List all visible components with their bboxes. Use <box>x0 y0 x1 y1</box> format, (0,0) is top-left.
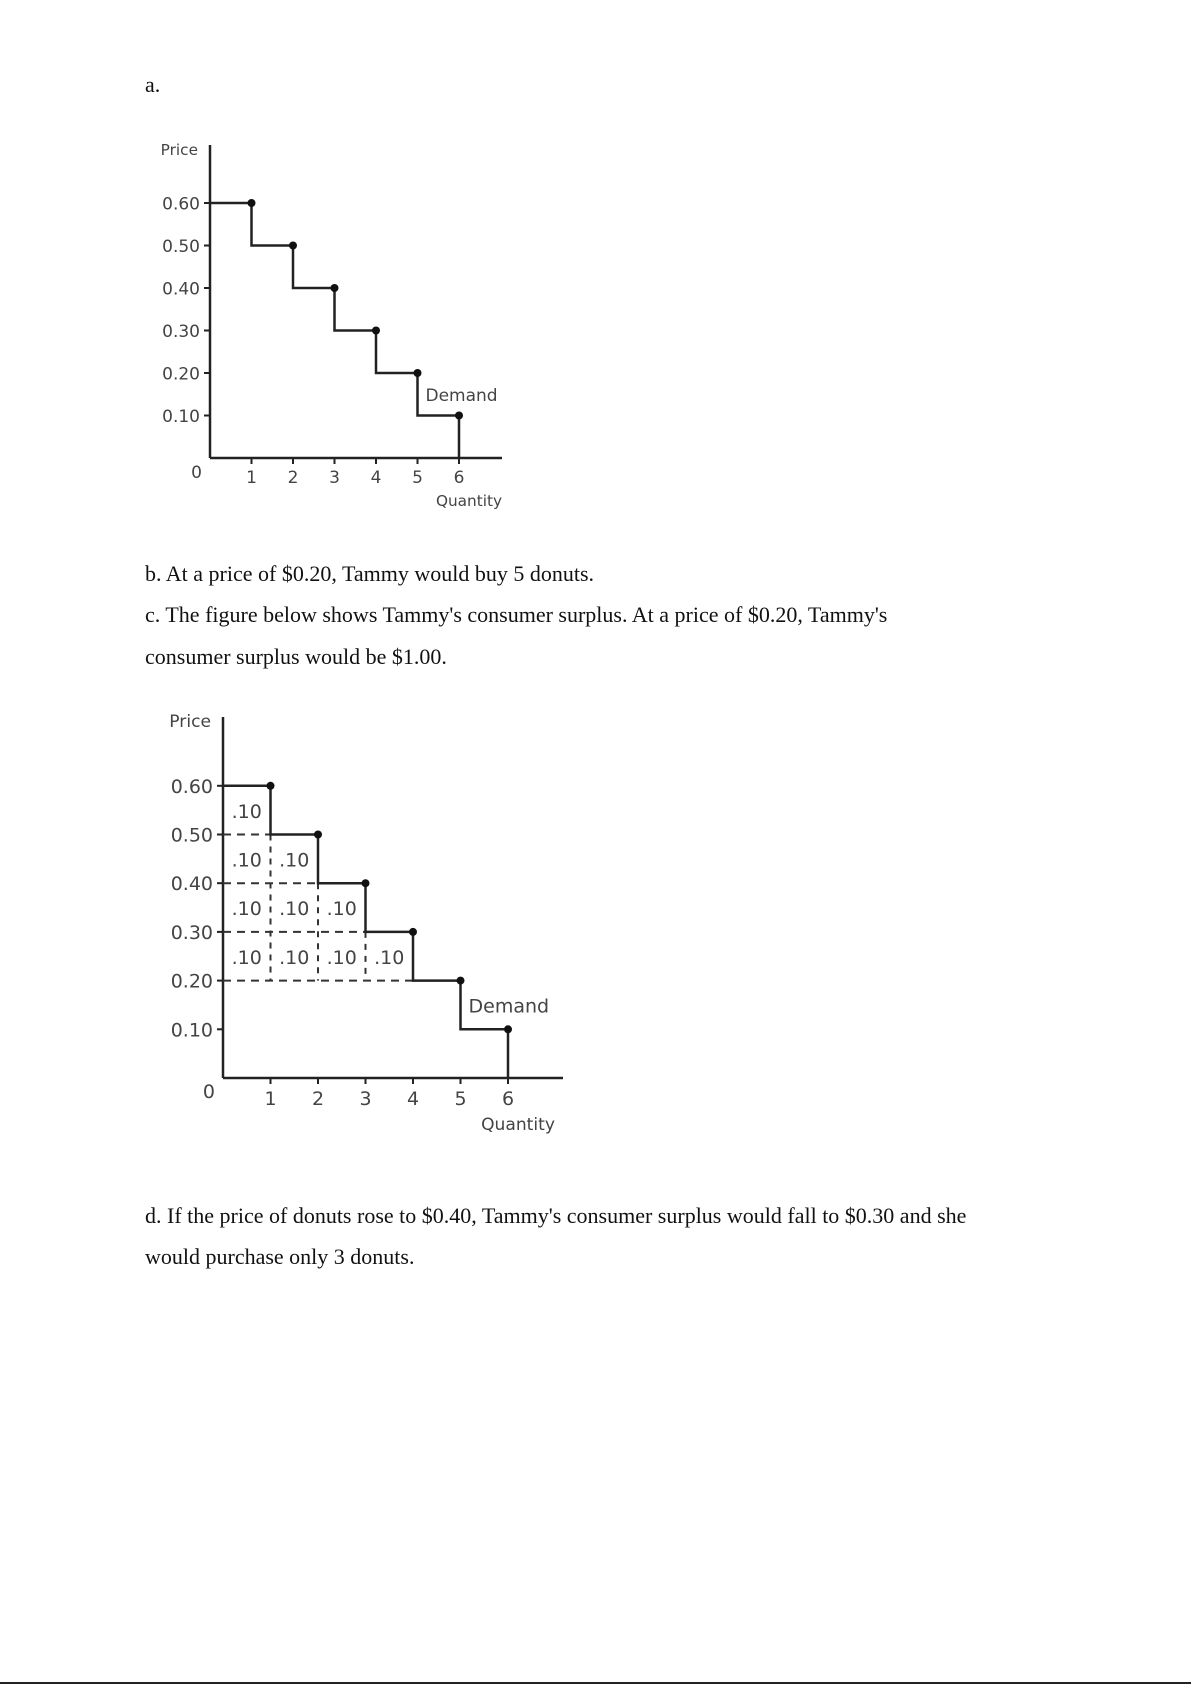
origin-label: 0 <box>202 1081 215 1103</box>
demand-point <box>314 831 322 839</box>
x-tick-label: 4 <box>406 1088 420 1110</box>
part-b-text: b. At a price of $0.20, Tammy would buy 5 donuts. <box>145 561 595 586</box>
surplus-cell-label: .10 <box>231 849 262 872</box>
y-tick-label: 0.10 <box>170 1019 213 1042</box>
y-tick-label: 0.10 <box>162 406 200 427</box>
part-d-line-2: would purchase only 3 donuts. <box>145 1244 415 1269</box>
origin-label: 0 <box>191 463 202 483</box>
x-axis-label: Quantity <box>435 492 503 510</box>
surplus-cell-label: .10 <box>231 898 262 921</box>
surplus-cell-label: .10 <box>374 946 405 969</box>
surplus-cell-label: .10 <box>326 898 357 921</box>
y-tick-label: 0.20 <box>170 970 213 993</box>
demand-point <box>362 879 370 887</box>
surplus-cell-label: .10 <box>279 946 310 969</box>
demand-point <box>267 782 275 790</box>
part-a-label: a. <box>145 72 161 97</box>
page-bottom-rule <box>0 1682 1191 1684</box>
part-c-line-2: consumer surplus would be $1.00. <box>145 644 447 669</box>
demand-point <box>457 977 465 985</box>
surplus-cell-label: .10 <box>279 898 310 921</box>
part-c-line-1: c. The figure below shows Tammy's consumer surplus. At a price of $0.20, Tammy's <box>145 602 888 627</box>
y-tick-label: 0.50 <box>162 236 200 257</box>
y-tick-label: 0.50 <box>170 824 213 847</box>
x-tick-label: 4 <box>370 468 382 488</box>
demand-label: Demand <box>425 386 498 407</box>
y-axis-label: Price <box>169 712 211 732</box>
y-tick-label: 0.30 <box>162 321 200 342</box>
y-tick-label: 0.60 <box>170 775 213 798</box>
y-tick-label: 0.20 <box>162 364 200 385</box>
surplus-cell-label: .10 <box>231 946 262 969</box>
y-tick-label: 0.40 <box>170 873 213 896</box>
surplus-cell-label: .10 <box>326 946 357 969</box>
surplus-cell-label: .10 <box>231 800 262 823</box>
x-tick-label: 6 <box>453 468 465 488</box>
y-tick-label: 0.60 <box>162 194 200 215</box>
x-tick-label: 1 <box>264 1088 277 1110</box>
demand-point <box>409 928 417 936</box>
y-axis-label: Price <box>160 141 198 159</box>
x-tick-label: 2 <box>287 468 299 488</box>
x-tick-label: 2 <box>311 1088 325 1110</box>
y-tick-label: 0.30 <box>170 921 213 944</box>
x-tick-label: 6 <box>501 1088 515 1110</box>
x-tick-label: 5 <box>454 1088 467 1110</box>
surplus-cell-label: .10 <box>279 849 310 872</box>
demand-point <box>504 1025 512 1033</box>
part-d-line-1: d. If the price of donuts rose to $0.40, Tammy's consumer surplus would fall to $0.30 and she <box>145 1203 967 1228</box>
x-tick-label: 3 <box>329 468 340 488</box>
demand-label: Demand <box>468 995 550 1018</box>
x-tick-label: 3 <box>359 1088 372 1110</box>
y-tick-label: 0.40 <box>162 279 200 300</box>
x-tick-label: 1 <box>246 468 257 488</box>
x-tick-label: 5 <box>412 468 423 488</box>
x-axis-label: Quantity <box>481 1115 555 1135</box>
